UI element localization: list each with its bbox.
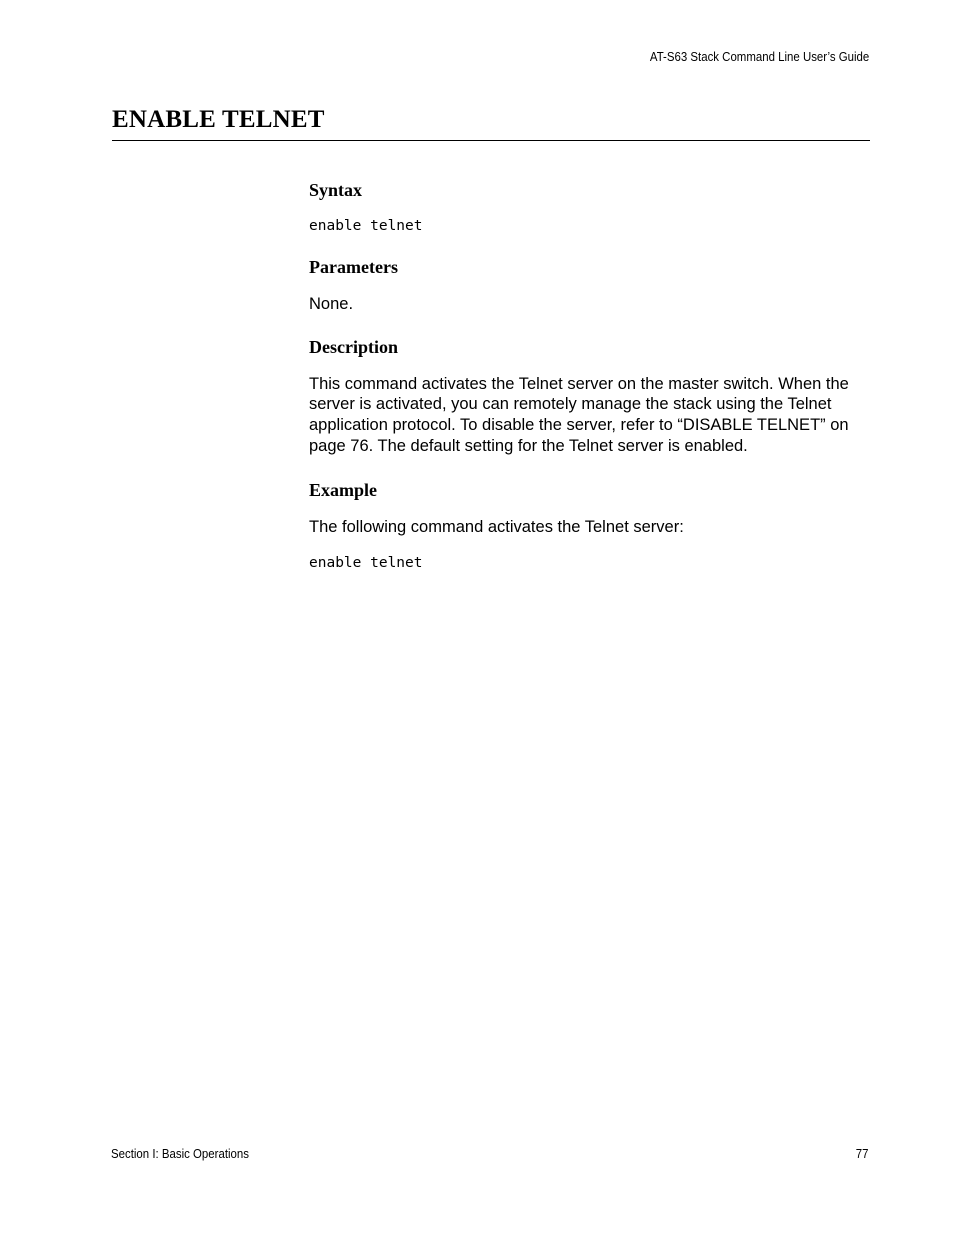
description-heading: Description (309, 336, 398, 357)
page-title: ENABLE TELNET (112, 106, 325, 133)
title-divider (112, 140, 870, 141)
syntax-code: enable telnet (309, 218, 423, 234)
example-code: enable telnet (309, 555, 423, 572)
example-text: The following command activates the Telnet server: (309, 517, 684, 536)
parameters-heading: Parameters (309, 257, 398, 277)
running-header: AT-S63 Stack Command Line User’s Guide (649, 49, 869, 64)
parameters-text: None. (309, 295, 354, 313)
footer-page-number: 77 (855, 1146, 868, 1161)
footer-section: Section I: Basic Operations (111, 1146, 249, 1161)
example-heading: Example (309, 479, 378, 500)
main-content (309, 178, 871, 573)
description-text: This command activates the Telnet server on the master switch. When the server is activated, you can remotely manage the stack using the Telnet application protocol. To disable the server, refer to “DISABLE TELNET” on page 76. The default setting for the Telnet server is enabled. (309, 374, 849, 455)
syntax-heading: Syntax (309, 180, 363, 200)
